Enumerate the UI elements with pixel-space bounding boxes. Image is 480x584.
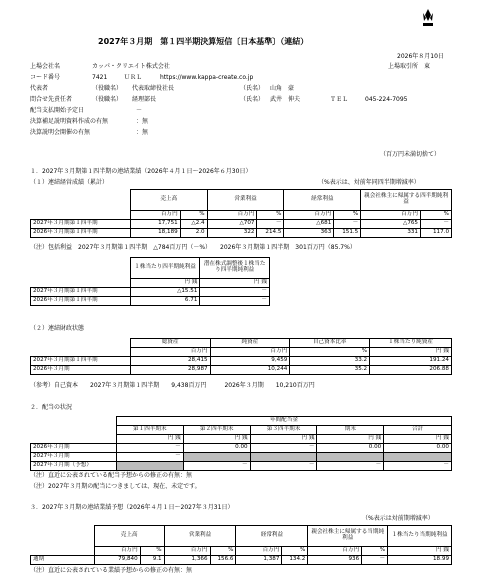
col-sales: 売上高 <box>94 526 164 547</box>
shaded-cell <box>317 453 384 462</box>
cell: 79,840 <box>94 556 140 565</box>
cell: 936 <box>308 556 362 565</box>
cell: 0.00 <box>384 444 452 453</box>
s1-sub1: （１）連結経営成績（累計） <box>30 179 109 186</box>
table-row <box>31 297 270 306</box>
table-row <box>31 556 452 565</box>
row-label: 2026年３月期第１四半期 <box>31 297 131 306</box>
col-op-income: 営業利益 <box>207 190 284 211</box>
col-q2: 第２四半期末 <box>183 426 250 435</box>
cell: 10,244 <box>210 366 290 375</box>
cell: 191.24 <box>370 357 452 366</box>
comprehensive-income-note: （注）包括利益 2027年３月期第１四半期 △784百万円（－%） 2026年３月期第１四半期 301百万円（85.7%） <box>30 244 356 251</box>
cell: 35.2 <box>290 366 370 375</box>
unit-cell: % <box>210 547 236 556</box>
s3-pct-note: （%表示は対前期増減率） <box>362 515 434 522</box>
forecast-table <box>30 525 452 565</box>
col-bps: １株当たり純資産 <box>370 339 452 348</box>
row-label: 通期 <box>31 556 95 565</box>
cell: △681 <box>284 220 334 229</box>
unit-cell: 円 銭 <box>130 279 200 288</box>
url-link[interactable]: https://www.kappa-create.co.jp <box>160 74 254 81</box>
tel-label: ＴＥＬ <box>330 96 349 103</box>
rep-label: 代表者 <box>30 85 49 92</box>
unit-cell: % <box>334 211 361 220</box>
report-title: 2027年３月期 第１四半期決算短信〔日本基準〕（連結） <box>98 37 309 46</box>
cell: △2.4 <box>180 220 207 229</box>
row-label: 2026年３月期第１四半期 <box>31 229 131 238</box>
cell: 17,751 <box>130 220 180 229</box>
col-equity-ratio: 自己資本比率 <box>290 339 370 348</box>
unit-cell: 百万円 <box>94 547 140 556</box>
shaded-cell <box>116 462 183 471</box>
unit-cell: % <box>290 348 370 357</box>
code: 7421 <box>92 74 108 81</box>
annual-dividend-header: 年間配当金 <box>116 417 451 426</box>
contact-title: 経理部長 <box>132 96 157 103</box>
unit-cell: 円 銭 <box>116 435 183 444</box>
unit-cell: 円 銭 <box>250 435 317 444</box>
cell: 331 <box>361 229 421 238</box>
col-ordinary-income: 経常利益 <box>284 190 361 211</box>
dividend-date-label: 配当支払開始予定日 <box>30 107 85 114</box>
contact-name-label: （氏名） <box>240 96 265 103</box>
unit-cell: 円 銭 <box>200 279 270 288</box>
table-row <box>31 453 452 462</box>
exchange: 上場取引所 東 <box>388 63 431 70</box>
rep-name-label: （氏名） <box>240 85 265 92</box>
tel: 045-224-7095 <box>365 96 408 103</box>
eps-table <box>30 257 270 306</box>
row-label: 2027年３月期 <box>31 453 117 462</box>
shaded-cell <box>250 453 317 462</box>
code-label: コード番号 <box>30 74 61 81</box>
equity-note: （参考）自己資本 2027年３月期第１四半期 9,438百万円 2026年３月期 10,210百万円 <box>30 382 315 389</box>
rep-title-label: （役職名） <box>92 85 123 92</box>
s3-heading: ３．2027年３月期の連結業績予想（2026年４月１日～2027年３月31日） <box>30 504 234 511</box>
cell: － <box>334 220 361 229</box>
col-eps: １株当たり四半期純利益 <box>130 258 200 279</box>
cell: － <box>421 220 452 229</box>
cell: 151.5 <box>334 229 361 238</box>
unit-cell: 円 銭 <box>384 435 452 444</box>
company-name-label: 上場会社名 <box>30 63 61 70</box>
unit-cell: 円 銭 <box>183 435 250 444</box>
unit-cell: 円 銭 <box>370 348 452 357</box>
cell: － <box>116 453 183 462</box>
meeting-label: 決算説明会開催の有無 <box>30 129 91 136</box>
col-ordinary-income: 経常利益 <box>236 526 308 547</box>
company-name: カッパ・クリエイト株式会社 <box>92 63 170 70</box>
cell: － <box>200 288 270 297</box>
forecast-note: （注）直近に公表されている業績予想からの修正の有無：無 <box>30 567 193 574</box>
unit-cell: 百万円 <box>284 211 334 220</box>
rep-name: 山角 豪 <box>270 85 295 92</box>
col-total: 合計 <box>384 426 452 435</box>
cell: 2.0 <box>180 229 207 238</box>
unit-cell: % <box>257 211 284 220</box>
cell: － <box>362 556 388 565</box>
cell: △707 <box>207 220 257 229</box>
dividend-note-1: （注）直近に公表されている配当予想からの修正の有無：無 <box>30 472 193 479</box>
cell: 9,459 <box>210 357 290 366</box>
cell: 363 <box>284 229 334 238</box>
table-row <box>31 444 452 453</box>
contact-name: 武井 伸夫 <box>270 96 301 103</box>
shaded-cell <box>183 453 250 462</box>
cell: 0.00 <box>317 444 384 453</box>
kappa-logo-icon <box>420 8 436 28</box>
table-row <box>31 366 452 375</box>
financial-position-table <box>30 338 452 375</box>
unit-cell: % <box>362 547 388 556</box>
unit-cell: 百万円 <box>130 348 210 357</box>
cell: － <box>257 220 284 229</box>
cell: 1,366 <box>164 556 210 565</box>
row-label: 2027年３月期第１四半期 <box>31 288 131 297</box>
col-q3: 第３四半期末 <box>250 426 317 435</box>
cell: 9.1 <box>140 556 164 565</box>
operating-results-table <box>30 189 452 238</box>
unit-cell: % <box>282 547 308 556</box>
col-total-assets: 総資産 <box>130 339 210 348</box>
unit-cell: 円 銭 <box>388 547 452 556</box>
cell: － <box>183 462 250 471</box>
s2-heading: ２．配当の状況 <box>30 404 73 411</box>
unit-cell: 百万円 <box>164 547 210 556</box>
unit-cell: % <box>180 211 207 220</box>
unit-cell: % <box>421 211 452 220</box>
dividend-table <box>30 416 452 471</box>
dividend-date: － <box>136 107 143 114</box>
unit-cell: 百万円 <box>361 211 421 220</box>
table-row <box>31 357 452 366</box>
dividend-note-2: （注）2027年３月期の配当につきましては、現在、未定です。 <box>30 483 201 490</box>
row-label: 2027年３月期第１四半期 <box>31 357 131 366</box>
unit-cell: 百万円 <box>210 348 290 357</box>
cell: － <box>250 462 317 471</box>
col-net-income: 親会社株主に帰属する四半期純利益 <box>361 190 452 211</box>
cell: － <box>384 462 452 471</box>
col-year-end: 期末 <box>317 426 384 435</box>
cell: △15.51 <box>130 288 200 297</box>
cell: － <box>200 297 270 306</box>
table-row <box>31 462 452 471</box>
cell: 134.2 <box>282 556 308 565</box>
cell: 33.2 <box>290 357 370 366</box>
unit-cell: 百万円 <box>308 547 362 556</box>
cell: － <box>317 462 384 471</box>
contact-title-label: （役職名） <box>92 96 123 103</box>
unit-cell: 百万円 <box>207 211 257 220</box>
col-q1: 第１四半期末 <box>116 426 183 435</box>
cell: － <box>250 444 317 453</box>
contact-label: 問合せ先責任者 <box>30 96 73 103</box>
cell: 18,189 <box>130 229 180 238</box>
unit-cell: 円 銭 <box>317 435 384 444</box>
supp-label: 決算補足説明資料作成の有無 <box>30 118 109 125</box>
cell: 214.5 <box>257 229 284 238</box>
cell: 28,987 <box>130 366 210 375</box>
table-row <box>31 229 452 238</box>
rep-title: 代表取締役社長 <box>132 85 175 92</box>
row-label: 2027年３月期第１四半期 <box>31 220 131 229</box>
url-label: ＵＲＬ <box>124 74 143 81</box>
col-net-income: 親会社株主に帰属する当期純利益 <box>308 526 388 547</box>
row-label: 2026年３月期 <box>31 444 117 453</box>
s1-pct-note: （%表示は、対前年同四半期増減率） <box>318 179 420 186</box>
col-diluted-eps: 潜在株式調整後１株当たり四半期純利益 <box>200 258 270 279</box>
table-row <box>31 288 270 297</box>
cell: 28,415 <box>130 357 210 366</box>
meeting-value: ：無 <box>136 129 149 136</box>
cell: 18.99 <box>388 556 452 565</box>
s1-heading: １．2027年３月期第１四半期の連結業績（2026年４月１日～2026年６月30日） <box>30 168 252 175</box>
cell: － <box>116 444 183 453</box>
col-sales: 売上高 <box>130 190 207 211</box>
col-op-income: 営業利益 <box>164 526 236 547</box>
unit-cell: 百万円 <box>130 211 180 220</box>
col-net-assets: 純資産 <box>210 339 290 348</box>
cell: 0.00 <box>183 444 250 453</box>
cell: 6.71 <box>130 297 200 306</box>
cell: △765 <box>361 220 421 229</box>
cell: 206.88 <box>370 366 452 375</box>
cell: 156.6 <box>210 556 236 565</box>
col-eps: １株当たり当期純利益 <box>388 526 452 547</box>
unit-cell: % <box>140 547 164 556</box>
row-label: 2027年３月期（予想） <box>31 462 117 471</box>
unit-cell: 百万円 <box>236 547 282 556</box>
s1-sub2: （２）連結財政状態 <box>30 325 85 332</box>
table-row <box>31 220 452 229</box>
cell: 117.0 <box>421 229 452 238</box>
report-date: 2026年８月10日 <box>397 53 444 60</box>
shaded-cell <box>384 453 452 462</box>
supp-value: ：無 <box>136 118 149 125</box>
row-label: 2026年３月期 <box>31 366 131 375</box>
cell: 322 <box>207 229 257 238</box>
unit-note: （百万円未満切捨て） <box>380 151 441 158</box>
cell: 1,387 <box>236 556 282 565</box>
